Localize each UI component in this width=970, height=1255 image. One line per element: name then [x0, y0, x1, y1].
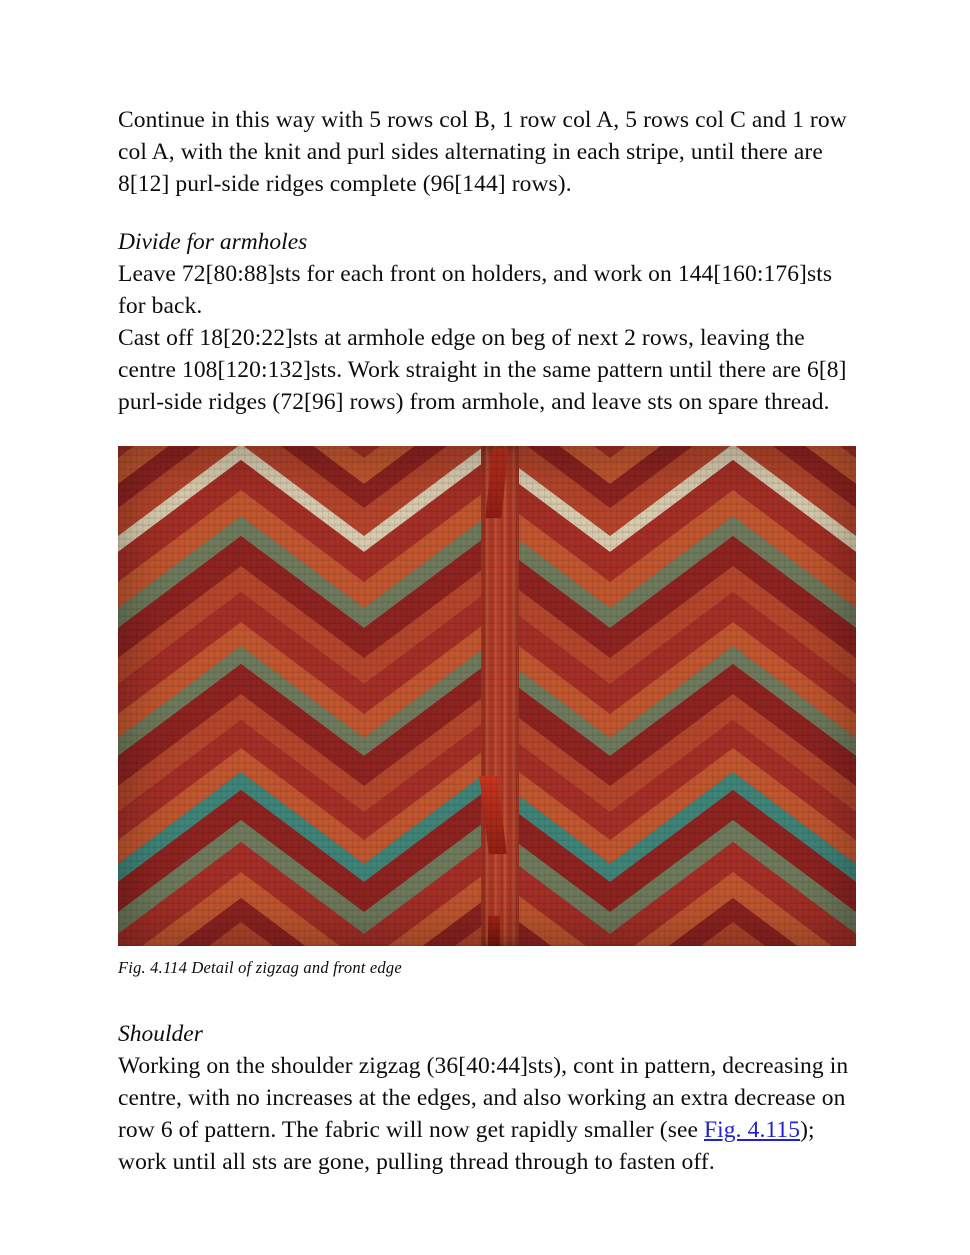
page-content	[118, 104, 856, 1178]
chevron-knit-texture	[118, 446, 856, 946]
shoulder-text-after-link: ); work until all sts are gone, pulling thread through to fasten off.	[118, 1117, 815, 1175]
armholes-line-2: Cast off 18[20:22]sts at armhole edge on beg of next 2 rows, leaving the centre 108[120:132]sts. Work straight in the same pattern until there are 6[8] purl-side ridges (72[96] rows) from armhole, and leave sts on spare thread.	[118, 325, 847, 415]
section-heading-divide-for-armholes: Divide for armholes	[118, 229, 308, 255]
section-heading-shoulder: Shoulder	[118, 1021, 203, 1047]
shoulder-paragraph	[118, 1050, 856, 1178]
figure-caption: Fig. 4.114 Detail of zigzag and front edge	[118, 958, 402, 977]
intro-paragraph: Continue in this way with 5 rows col B, 1 row col A, 5 rows col C and 1 row col A, with the knit and purl sides alternating in each stripe, until there are 8[12] purl-side ridges complete (96[144] rows).	[118, 107, 847, 197]
photo-vignette	[118, 446, 856, 946]
intro-paragraph-block	[118, 104, 856, 200]
armholes-line-1: Leave 72[80:88]sts for each front on holders, and work on 144[160:176]sts for back.	[118, 261, 833, 319]
figure-reference-link[interactable]: Fig. 4.115	[704, 1117, 801, 1143]
divide-for-armholes-section	[118, 226, 856, 418]
shoulder-text-before-link: Working on the shoulder zigzag (36[40:44]sts), cont in pattern, decreasing in centre, with no increases at the edges, and also working an extra decrease on row 6 of pattern. The fabric will now get rapidly smaller (see	[118, 1053, 849, 1143]
knitted-fabric-photo	[118, 446, 856, 946]
shoulder-section	[118, 1018, 856, 1178]
figure-4-114	[118, 446, 856, 978]
